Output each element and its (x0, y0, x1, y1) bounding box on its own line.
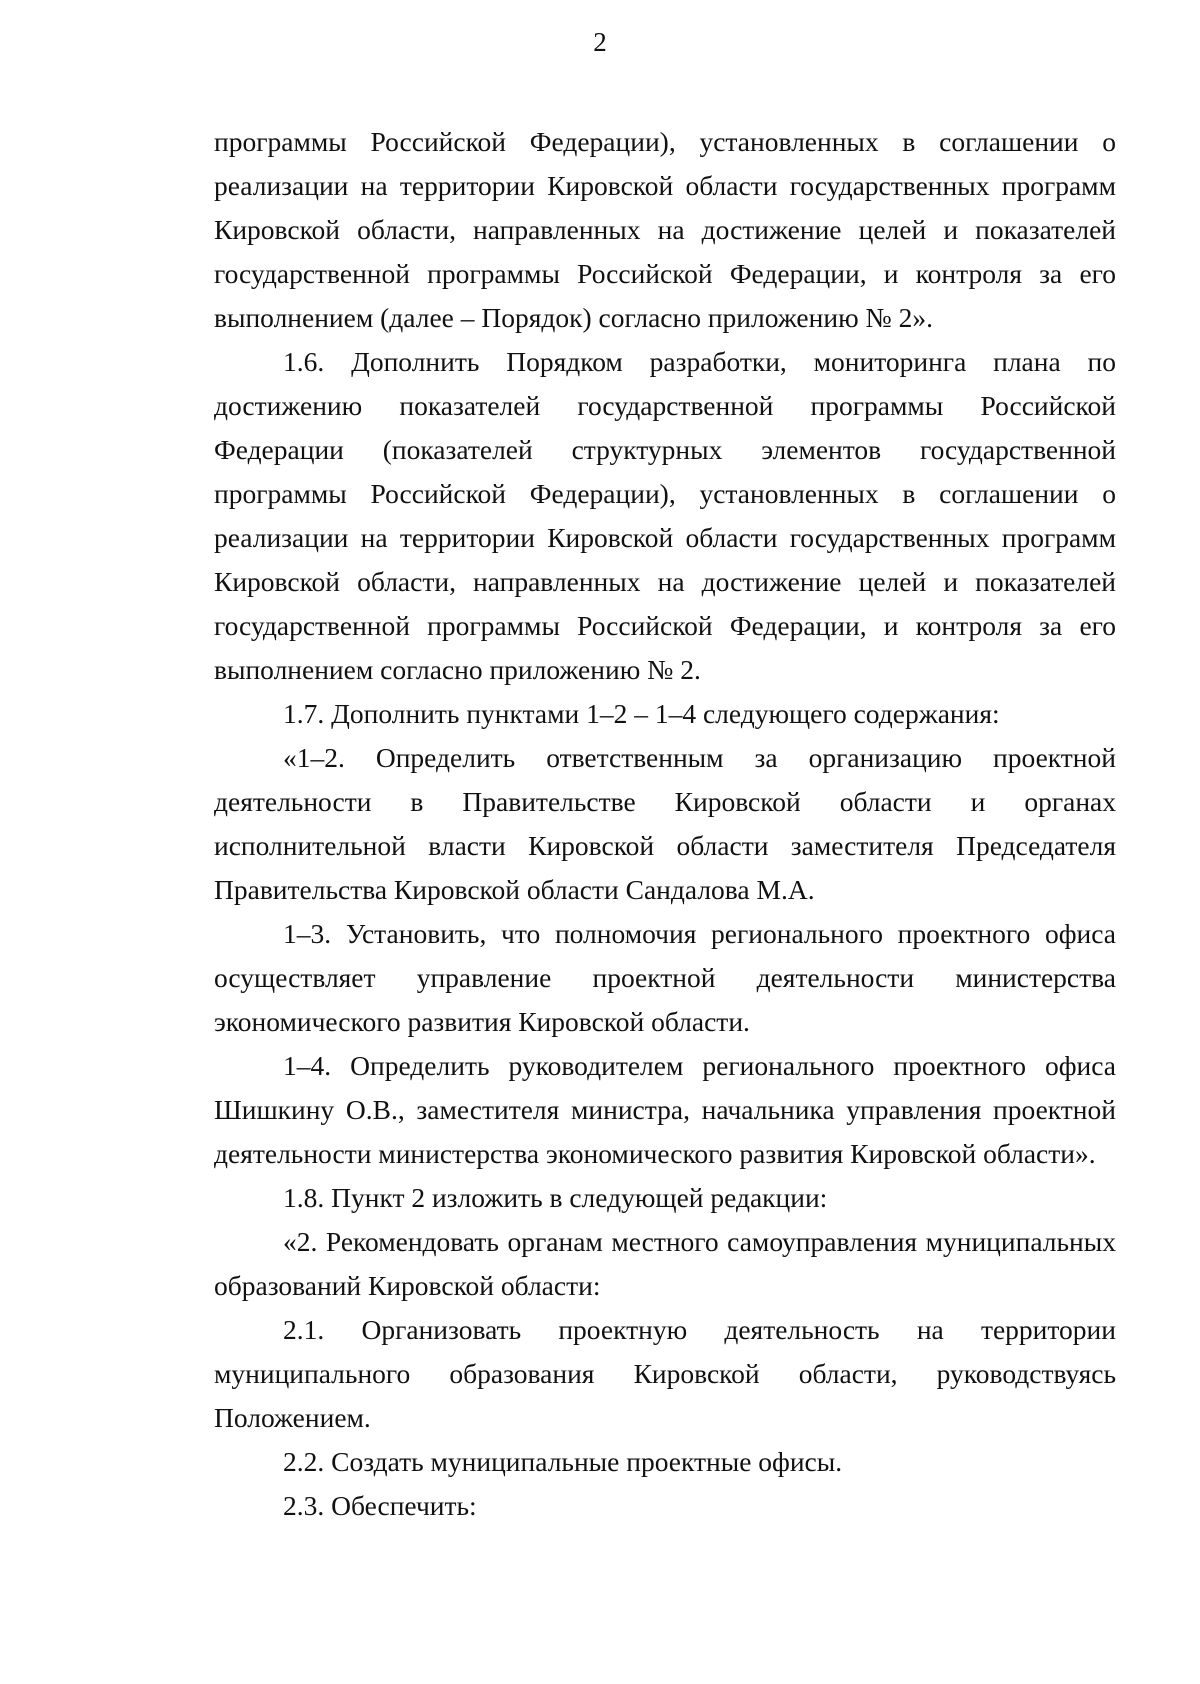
paragraph-2-2: 2.2. Создать муниципальные проектные офисы. (283, 1446, 843, 1477)
paragraph-continuation: программы Российской Федерации), установленных в соглашении о реализации на территории Кировской области государственных программ Кировской области, направленных на достижение целей и показателей государственной программы Российской Федерации, и контроля за его выполнением (далее – Порядок) согласно приложению № 2». (214, 126, 1116, 333)
paragraph-2-1: 2.1. Организовать проектную деятельность на территории муниципального образования Кировской области, руководствуясь Положением. (214, 1314, 1116, 1433)
paragraph-2-3: 2.3. Обеспечить: (283, 1490, 477, 1521)
paragraph-1-7: 1.7. Дополнить пунктами 1–2 – 1–4 следующего содержания: (283, 698, 1000, 729)
paragraph-1-8: 1.8. Пункт 2 изложить в следующей редакции: (283, 1182, 828, 1213)
paragraph-1-6: 1.6. Дополнить Порядком разработки, мониторинга плана по достижению показателей государственной программы Российской Федерации (показателей структурных элементов государственной программы Российской Федерации), установленных в соглашении о реализации на территории Кировской области государственных программ Кировской области, направленных на достижение целей и показателей государственной программы Российской Федерации, и контроля за его выполнением согласно приложению № 2. (214, 346, 1116, 685)
paragraph-2: «2. Рекомендовать органам местного самоуправления муниципальных образований Кировской области: (214, 1226, 1116, 1301)
paragraph-1-2: «1–2. Определить ответственным за организацию проектной деятельности в Правительстве Кировской области и органах исполнительной власти Кировской области заместителя Председателя Правительства Кировской области Сандалова М.А. (214, 742, 1116, 905)
paragraph-1-3: 1–3. Установить, что полномочия регионального проектного офиса осуществляет управление проектной деятельности министерства экономического развития Кировской области. (214, 918, 1116, 1037)
document-body (214, 120, 1116, 1528)
paragraph-1-4: 1–4. Определить руководителем регионального проектного офиса Шишкину О.В., заместителя министра, начальника управления проектной деятельности министерства экономического развития Кировской области». (214, 1050, 1116, 1169)
page-number: 2 (593, 27, 607, 57)
